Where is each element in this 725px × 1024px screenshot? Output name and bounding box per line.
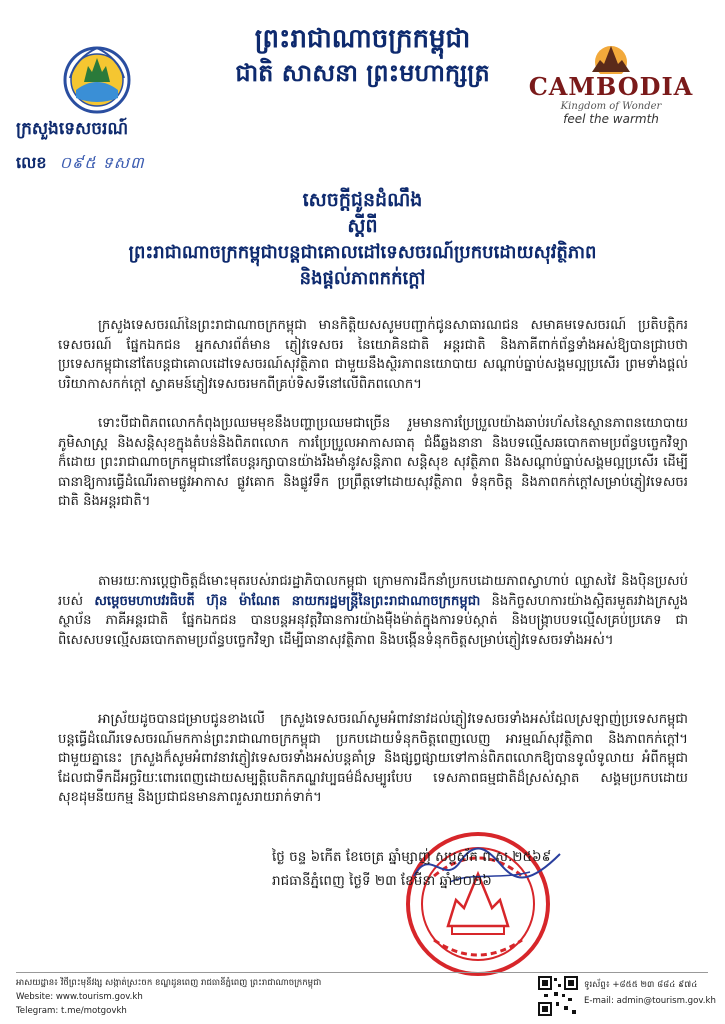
brand-subtitle: Kingdom of Wonder (560, 101, 662, 112)
body-paragraph-4: អាស្រ័យដូចបានជម្រាបជូនខាងលើ ក្រសួងទេសចរណ៍សូមអំពាវនាវដល់ភ្ញៀវទេសចរទាំងអស់ដែលស្រឡាញ់ប្រទេសកម្ពុជា បន្តធ្វើដំណើរទេសចរណ៍មកកាន់ព្រះរាជាណាចក្រកម្ពុជា ប្រកបដោយទំនុកចិត្តពេញលេញ អារម្មណ៍សុវត្ថិភាព និងភាពកក់ក្តៅ។ ជាមួយគ្នានេះ ក្រសួងក៏សូមអំពាវនាវភ្ញៀវទេសចរទាំងអស់បន្តគាំទ្រ និងផ្សព្វផ្សាយទៅកាន់ពិភពលោកឱ្យបានទូលំទូលាយ អំពីកម្ពុជាដែលជាទឹកដីអច្ឆរិយៈពោរពេញដោយសម្បត្តិបេតិកភណ្ឌវប្បធម៌ដ៏សម្បូរបែប ទេសភាពធម្មជាតិដ៏ស្រស់ស្អាត សង្គមប្រកបដោយសុខដុមនីយកម្ម និងប្រជាជនមានភាពរួសរាយរាក់ទាក់។ (58, 712, 688, 806)
header-motto: ជាតិ សាសនា ព្រះមហាក្សត្រ (235, 59, 490, 87)
brand-word: CAMBODIA (528, 72, 694, 101)
cambodia-brand-logo (528, 36, 694, 126)
footer-website[interactable]: Website: www.tourism.gov.kh (16, 992, 143, 1002)
place-date-line: រាជធានីភ្នំពេញ ថ្ងៃទី ២៣ ខែមីនា ឆ្នាំ២០២៦ (272, 873, 492, 889)
footer-email[interactable]: E-mail: admin@tourism.gov.kh (584, 996, 716, 1006)
footer-phone: ទូរស័ព្ទ៖ +៨៥៥ ២៣ ៨៨៤ ៩៧៤ (584, 980, 698, 990)
prime-minister-name: សម្តេចមហាបវរធិបតី ហ៊ុន ម៉ាណែត នាយករដ្ឋមន្ត្រីនៃព្រះរាជាណាចក្រកម្ពុជា (94, 593, 481, 609)
notice-title: សេចក្តីជូនដំណឹង (302, 189, 423, 211)
body-paragraph-2: ទោះបីជាពិភពលោកកំពុងប្រឈមមុខនឹងបញ្ហាប្រឈមជាច្រើន រួមមានការប្រែប្រួលយ៉ាងឆាប់រហ័សនៃស្ថានភាពនយោបាយភូមិសាស្ត្រ និងសន្តិសុខក្នុងតំបន់និងពិភពលោក ការប្រែប្រួលអាកាសធាតុ ជំងឺឆ្លងនានា និងបទល្មើសឆបោកតាមប្រព័ន្ធបច្ចេកវិទ្យាក៏ដោយ ព្រះរាជាណាចក្រកម្ពុជានៅតែបន្តរក្សាបានយ៉ាងរឹងមាំនូវសន្តិភាព សន្តិសុខ សុវត្ថិភាព និងសណ្តាប់ធ្នាប់សង្គមល្អប្រសើរ ដើម្បីធានាឱ្យការធ្វើដំណើរតាមផ្លូវអាកាស ផ្លូវគោក និងផ្លូវទឹក ប្រព្រឹត្តទៅដោយសុវត្ថិភាព ទំនុកចិត្ត និងភាពកក់ក្តៅសម្រាប់ភ្ញៀវទេសចរជាតិ និងអន្តរជាតិ។ (58, 416, 688, 510)
body-paragraph-1: ក្រសួងទេសចរណ៍នៃព្រះរាជាណាចក្រកម្ពុជា មានកិត្តិយសសូមបញ្ជាក់ជូនសាធារណជន សមាគមទេសចរណ៍ ប្រតិបត្តិករទេសចរណ៍ ផ្នែកឯកជន អ្នកសារព័ត៌មាន ភ្ញៀវទេសចរ នៃយោគិនជាតិ អន្តរជាតិ និងភាគីពាក់ព័ន្ធទាំងអស់ឱ្យបានជ្រាបថា ប្រទេសកម្ពុជានៅតែបន្តជាគោលដៅទេសចរណ៍សុវត្ថិភាព ជាមួយនឹងស្ថិរភាពនយោបាយ សណ្តាប់ធ្នាប់សង្គមល្អប្រសើរ ព្រមទាំងផ្តល់បរិយាកាសកក់ក្តៅ ស្វាគមន៍ភ្ញៀវទេសចរមកពីគ្រប់ទិសទីនៅលើពិភពលោក។ (58, 318, 688, 392)
notice-subject-label: ស្តីពី (347, 215, 378, 237)
reference-label: លេខ (16, 153, 47, 172)
reference-line (16, 152, 145, 176)
notice-subject-line1: ព្រះរាជាណាចក្រកម្ពុជាបន្តជាគោលដៅទេសចរណ៍ប្រកបដោយសុវត្ថិភាព (128, 242, 597, 263)
paragraph-3-rest: និងកិច្ចសហការយ៉ាងស្អិតរមួតរវាងក្រសួង ស្ថាប័ន ភាគីអន្តរជាតិ ផ្នែកឯកជន បានបន្តអនុវត្តវិធានការយ៉ាងម៉ឺងម៉ាត់ក្នុងការទប់ស្កាត់ និងបង្ក្រាបបទល្មើសគ្រប់ប្រភេទ ជាពិសេសបទល្មើសឆបោកតាមប្រព័ន្ធបច្ចេកវិទ្យា ដើម្បីធានាសុវត្ថិភាព និងបង្កើនទំនុកចិត្តសម្រាប់ភ្ញៀវទេសចរទាំងអស់។ (58, 593, 689, 648)
lunar-date-line: ថ្ងៃ ចន្ទ ៦កើត ខែចេត្រ ឆ្នាំម្សាញ់ សប្តស័ក ព.ស.២៥៦៩ (272, 849, 552, 865)
notice-subject-line2: និងផ្តល់ភាពកក់ក្តៅ (299, 268, 426, 289)
ministry-name: ក្រសួងទេសចរណ៍ (16, 119, 129, 139)
footer-divider (16, 972, 708, 973)
angkor-sunrise-icon (586, 36, 636, 74)
footer-address: អាសយដ្ឋាន៖ វិថីព្រះមុនីវង្ស សង្កាត់ស្រះចក ខណ្ឌដូនពេញ រាជធានីភ្នំពេញ ព្រះរាជាណាចក្រកម្ពុជា (16, 978, 322, 988)
reference-number: ០៩៥ ទស៣ (59, 153, 145, 172)
header-kingdom: ព្រះរាជាណាចក្រកម្ពុជា (254, 24, 471, 54)
paragraph-3-intro: តាមរយៈការប្តេជ្ញាចិត្តដ៏មោះមុតរបស់រាជរដ្ឋាភិបាលកម្ពុជា ក្រោមការដឹកនាំប្រកបដោយភាពស្វាហាប់ ឈ្លាសវៃ និងប៉ិនប្រសប់របស់ (58, 574, 688, 609)
body-paragraph-3 (58, 572, 688, 650)
brand-tagline: feel the warmth (563, 112, 659, 126)
qr-code-icon (538, 976, 578, 1016)
ministry-logo-icon (62, 38, 132, 122)
footer-telegram[interactable]: Telegram: t.me/motgovkh (16, 1006, 127, 1016)
